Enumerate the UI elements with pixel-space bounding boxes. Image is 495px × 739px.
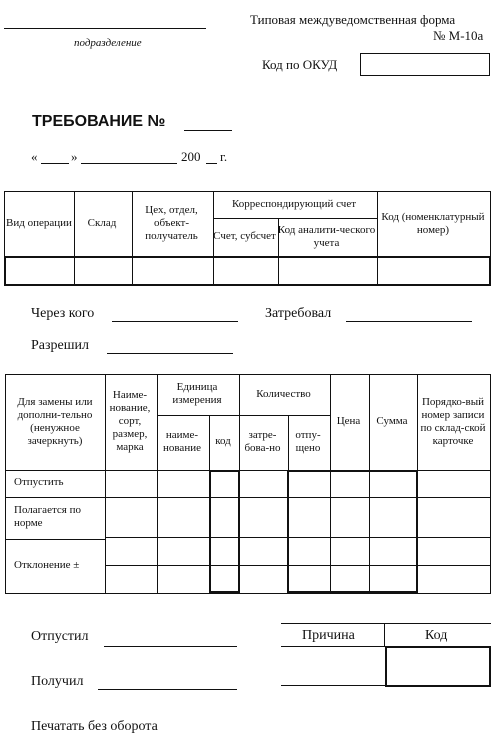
okud-label: Код по ОКУД [262, 57, 338, 72]
row-label-norm: Полагается по норме [14, 504, 81, 529]
released-label: Отпустил [31, 629, 89, 644]
table1-data-row[interactable] [4, 256, 491, 286]
date-month-line[interactable] [81, 163, 177, 164]
th-price: Цена [336, 415, 361, 427]
th-qty-released: отпу-щено [295, 428, 321, 454]
th-unit-code: код [215, 435, 231, 447]
th-corr-account: Корреспондирующий счет [231, 197, 357, 210]
form-type-line2: № М-10а [433, 28, 484, 43]
code-box[interactable] [385, 646, 491, 687]
th-account-subaccount: Счет, субсчет [213, 230, 276, 242]
okud-code-box[interactable] [360, 53, 490, 76]
th-unit: Единица измерения [172, 381, 222, 406]
received-label: Получил [31, 674, 84, 689]
received-line[interactable] [98, 689, 237, 690]
th-analytic-code: Код аналити-ческого учета [277, 223, 376, 249]
th-sum: Сумма [376, 415, 408, 427]
th-name-sort: Наиме-нование, сорт, размер, марка [109, 389, 151, 453]
th-record-number: Порядко-вый номер записи по склад-ской карточке [420, 395, 486, 447]
date-day-line[interactable] [41, 163, 69, 164]
reason-code-top-line [281, 623, 491, 624]
th-replace: Для замены или дополни-тельно (ненужное зачеркнуть) [17, 395, 93, 447]
reason-line[interactable] [281, 685, 385, 686]
th-department: Цех, отдел, объект-получатель [145, 204, 198, 242]
th-code-nomenclature: Код (номенклатурный номер) [381, 210, 485, 236]
document-title: ТРЕБОВАНИЕ № [32, 113, 166, 130]
th-warehouse: Склад [87, 217, 117, 229]
requested-line[interactable] [346, 321, 472, 322]
th-unit-name: наиме-нование [163, 428, 201, 454]
requested-label: Затребовал [265, 306, 332, 321]
reason-label: Причина [302, 628, 355, 643]
date-year: 200 [181, 149, 201, 164]
row-label-release: Отпустить [14, 476, 64, 488]
th-quantity: Количество [256, 387, 311, 400]
form-type-line1: Типовая междуведомственная форма [250, 12, 456, 27]
permitted-line[interactable] [107, 353, 233, 354]
date-year-suffix: г. [220, 149, 228, 164]
document-number-line[interactable] [184, 130, 232, 131]
row-label-deviation: Отклонение ± [14, 559, 80, 571]
code-label: Код [425, 628, 448, 643]
released-line[interactable] [104, 646, 237, 647]
subdivision-line [4, 28, 206, 29]
reason-code-divider [384, 623, 385, 647]
permitted-label: Разрешил [31, 338, 90, 353]
through-whom-line[interactable] [112, 321, 238, 322]
quote-close: » [71, 149, 78, 164]
subdivision-label: подразделение [74, 37, 142, 49]
date-year-line[interactable] [206, 163, 217, 164]
quote-open: « [31, 149, 38, 164]
footer-note: Печатать без оборота [31, 719, 158, 734]
th-qty-requested: затре-бова-но [244, 428, 281, 454]
th-operation-type: Вид операции [6, 217, 72, 229]
through-whom-label: Через кого [31, 306, 95, 321]
